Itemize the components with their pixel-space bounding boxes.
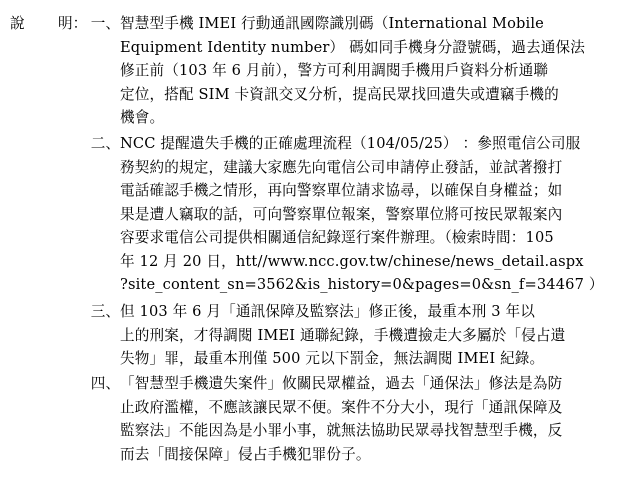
item-line: NCC 提醒遺失手機的正確處理流程（104/05/25） ：參照電信公司服 [120, 135, 581, 152]
item-number: 四、 [90, 375, 120, 392]
item-line: 定位，搭配 SIM 卡資訊交叉分析，提高民眾找回遺失或遭竊手機的 [120, 85, 559, 103]
item-line: 失物」罪，最重本刑僅 500 元以下罰金，無法調閱 IMEI 紀錄。 [120, 350, 545, 367]
item-line: 容要求電信公司提供相關通信紀錄逕行案件辦理。（檢索時間：105 [120, 229, 554, 246]
item-line: ?site_content_sn=3562&is_history=0&pages=0&sn_f=34467 ） [120, 276, 604, 293]
item-line: 止政府濫權，不應該讓民眾不便。案件不分大小，現行「通訊保障及 [120, 398, 563, 416]
item-number: 二、 [90, 135, 120, 152]
item-line: 機會。 [120, 109, 165, 126]
item-line: 而去「間接保障」侵占手機犯罪份子。 [120, 445, 371, 463]
item-line: 修正前（103 年 6 月前），警方可利用調閱手機用戶資料分析通聯 [120, 62, 549, 79]
item-number: 三、 [90, 303, 120, 320]
item-line: 年 12 月 20 日，htt//www.ncc.gov.tw/chinese/news_detail.aspx [120, 252, 584, 270]
item-line: 電話確認手機之情形，再向警察單位請求協尋，以確保自身權益；如 [120, 182, 563, 199]
item-number: 一、 [90, 15, 120, 32]
item-line: 上的刑案，才得調閱 IMEI 通聯紀錄，手機遭撿走大多屬於「侵占遺 [120, 326, 566, 344]
item-line: 果是遭人竊取的話，可向警察單位報案，警察單位將可按民眾報案內 [120, 205, 563, 223]
heading-label-ming: 明： [58, 15, 88, 32]
item-line: Equipment Identity number） 碼如同手機身分證號碼，過去通保法 [120, 38, 585, 56]
heading-label-shuo: 說 [10, 15, 25, 32]
item-line: 監察法」不能因為是小罪小事，就無法協助民眾尋找智慧型手機，反 [120, 422, 563, 439]
item-line: 但 103 年 6 月「通訊保障及監察法」修正後，最重本刑 3 年以 [120, 303, 536, 320]
item-line: 「智慧型手機遺失案件」攸關民眾權益，過去「通保法」修法是為防 [120, 375, 563, 392]
item-line: 智慧型手機 IMEI 行動通訊國際識別碼（International Mobile [120, 15, 544, 32]
item-line: 務契約的規定，建議大家應先向電信公司申請停止發話，並試著撥打 [120, 158, 563, 176]
